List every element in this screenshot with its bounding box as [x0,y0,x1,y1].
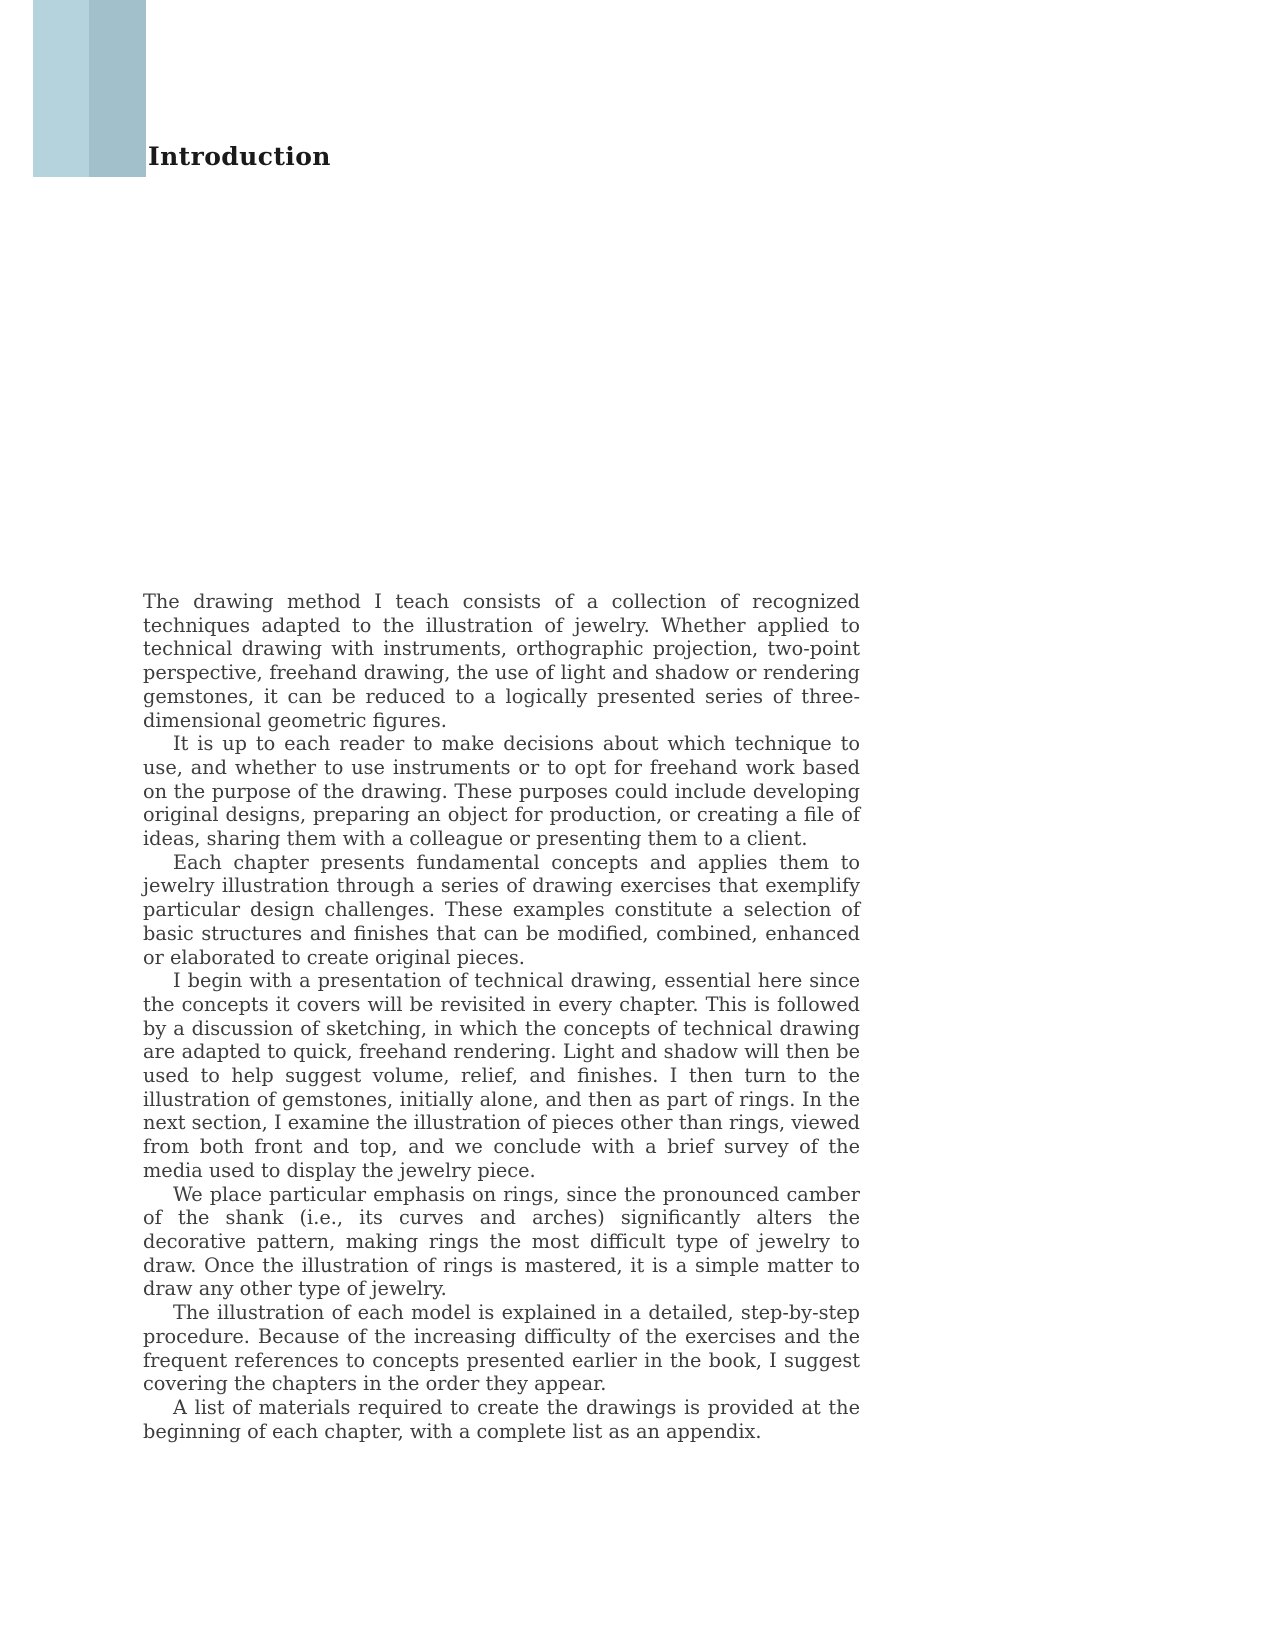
paragraph-7: A list of materials required to create the drawings is provided at the beginning of each chapter, with a complete list as an appendix. [143,1395,860,1443]
body-text-block [143,590,860,1443]
accent-bar-dark [89,0,146,177]
paragraph-3: Each chapter presents fundamental concepts and applies them to jewelry illustration through a series of drawing exercises that exemplify particular design challenges. These examples constitute a selection of basic structures and finishes that can be modified, combined, enhanced or elaborated to create original pieces. [143,850,860,969]
paragraph-2: It is up to each reader to make decisions about which technique to use, and whether to use instruments or to opt for freehand work based on the purpose of the drawing. These purposes could include developing original designs, preparing an object for production, or creating a file of ideas, sharing them with a colleague or presenting them to a client. [143,732,860,851]
paragraph-6: The illustration of each model is explained in a detailed, step-by-step procedure. Because of the increasing difficulty of the exercises and the frequent references to concepts presented earlier in the book, I suggest covering the chapters in the order they appear. [143,1301,860,1396]
paragraph-5: We place particular emphasis on rings, since the pronounced camber of the shank (i.e., its curves and arches) significantly alters the decorative pattern, making rings the most difficult type of jewelry to draw. Once the illustration of rings is mastered, it is a simple matter to draw any other type of jewelry. [143,1182,860,1301]
accent-bar-light [33,0,89,177]
paragraph-1: The drawing method I teach consists of a collection of recognized techniques adapted to the illustration of jewelry. Whether applied to technical drawing with instruments, orthographic projection, two-point perspective, freehand drawing, the use of light and shadow or rendering gemstones, it can be reduced to a logically presented series of three-dimensional geometric figures. [143,590,860,732]
chapter-title: Introduction [148,142,331,171]
paragraph-4: I begin with a presentation of technical drawing, essential here since the concepts it covers will be revisited in every chapter. This is followed by a discussion of sketching, in which the concepts of technical drawing are adapted to quick, freehand rendering. Light and shadow will then be used to help suggest volume, relief, and finishes. I then turn to the illustration of gemstones, initially alone, and then as part of rings. In the next section, I examine the illustration of pieces other than rings, viewed from both front and top, and we conclude with a brief survey of the media used to display the jewelry piece. [143,969,860,1182]
